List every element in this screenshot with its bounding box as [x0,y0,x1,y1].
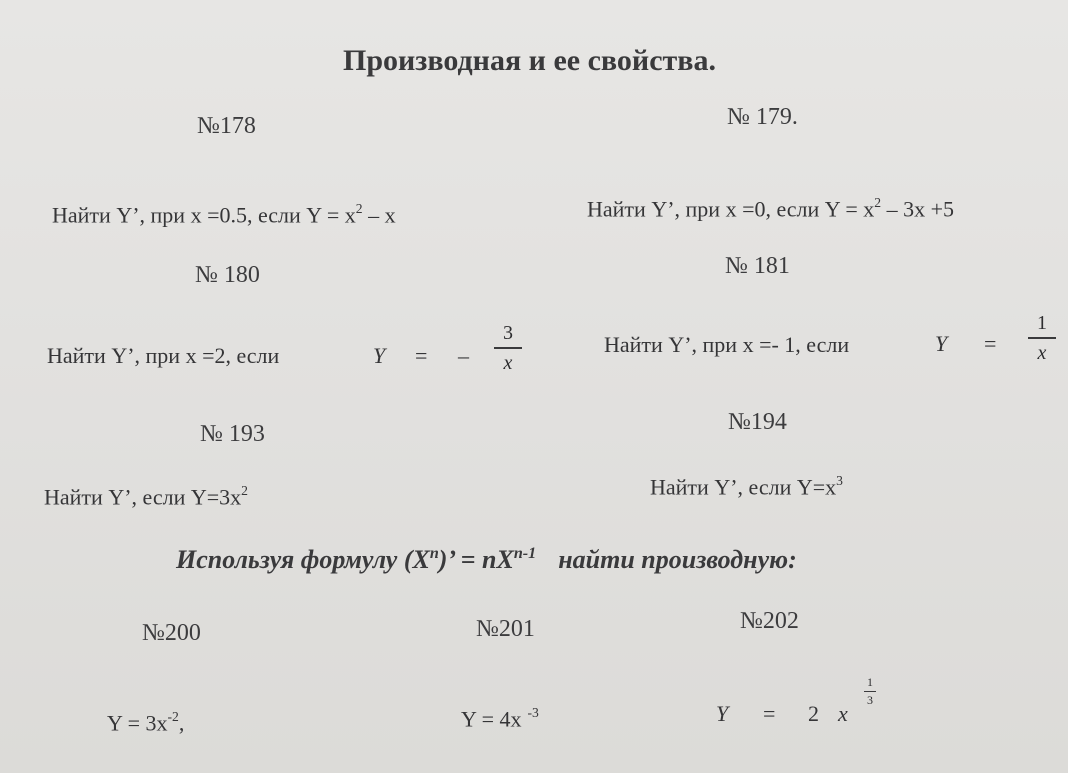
problem-181-fraction [1028,312,1056,364]
problem-180-fraction [494,322,522,374]
problem-181-number: № 181 [725,253,790,279]
problem-200-text: Y = 3x [107,710,168,736]
problem-181-denominator: x [1037,341,1047,364]
problem-179-text: Найти Y’, при x =0, если Y = x [587,196,875,222]
problem-202-lhs: Y [716,701,729,726]
problem-202-exp-bar [864,691,876,692]
formula-exponent-n: n [429,544,439,562]
problem-200-exponent: -2 [167,709,179,725]
problem-178-text: Найти Y’, при x =0.5, если Y = x [52,202,356,228]
problem-193-exponent: 2 [241,483,248,499]
problem-202-var: x [838,701,848,726]
problem-178-task [52,202,396,228]
problem-194-exponent: 3 [836,473,843,489]
problem-180-denominator: x [503,351,513,374]
problem-180-equals: = [415,343,428,368]
problem-194-number: №194 [728,409,787,435]
problem-193-number: № 193 [200,421,265,447]
problem-179-number: № 179. [727,104,798,130]
problem-181-fraction-bar [1028,337,1056,339]
problem-180-number: № 180 [195,262,260,288]
problem-201-exponent: -3 [527,705,539,721]
problem-179-tail: – 3x +5 [881,196,955,222]
problem-202-number: №202 [740,608,799,634]
problem-178-number: №178 [197,113,256,139]
formula-post: найти производную: [558,545,797,574]
problem-181-task: Найти Y’, при x =- 1, если [604,332,850,357]
problem-202-coef: 2 [808,701,819,726]
problem-178-tail: – x [362,202,396,228]
problem-179-exponent: 2 [874,195,882,211]
problem-194-text: Найти Y’, если Y=x [650,474,837,500]
problem-201-expr [461,706,539,732]
problem-200-number: №200 [142,620,201,646]
problem-202-exp-numerator: 1 [867,675,873,689]
problem-180-minus: – [458,343,469,368]
problem-180-task: Найти Y’, при x =2, если [47,343,280,368]
formula-mid: )’ = nX [438,545,514,574]
problem-181-equals: = [984,331,997,356]
problem-202-exponent-fraction [864,676,876,707]
problem-194-task [650,474,843,500]
problem-181-numerator: 1 [1037,312,1047,334]
formula-exponent-n-1: n-1 [513,544,537,562]
problem-180-fraction-bar [494,347,522,349]
problem-179-task [587,196,954,222]
problem-181-lhs: Y [935,331,948,356]
problem-201-text: Y = 4x [461,706,522,732]
page-title: Производная и ее свойства. [343,44,716,77]
problem-200-tail: , [178,710,185,736]
problem-193-task [44,484,248,510]
problem-180-numerator: 3 [503,322,513,344]
problem-180-lhs: Y [373,343,386,368]
problem-201-number: №201 [476,616,535,642]
formula-line [176,545,797,575]
problem-193-text: Найти Y’, если Y=3x [44,484,242,510]
problem-202-equals: = [763,701,776,726]
problem-202-exp-denominator: 3 [867,693,873,707]
formula-pre: Используя формулу (X [176,545,430,574]
problem-178-exponent: 2 [355,201,363,217]
problem-200-expr [107,710,184,736]
